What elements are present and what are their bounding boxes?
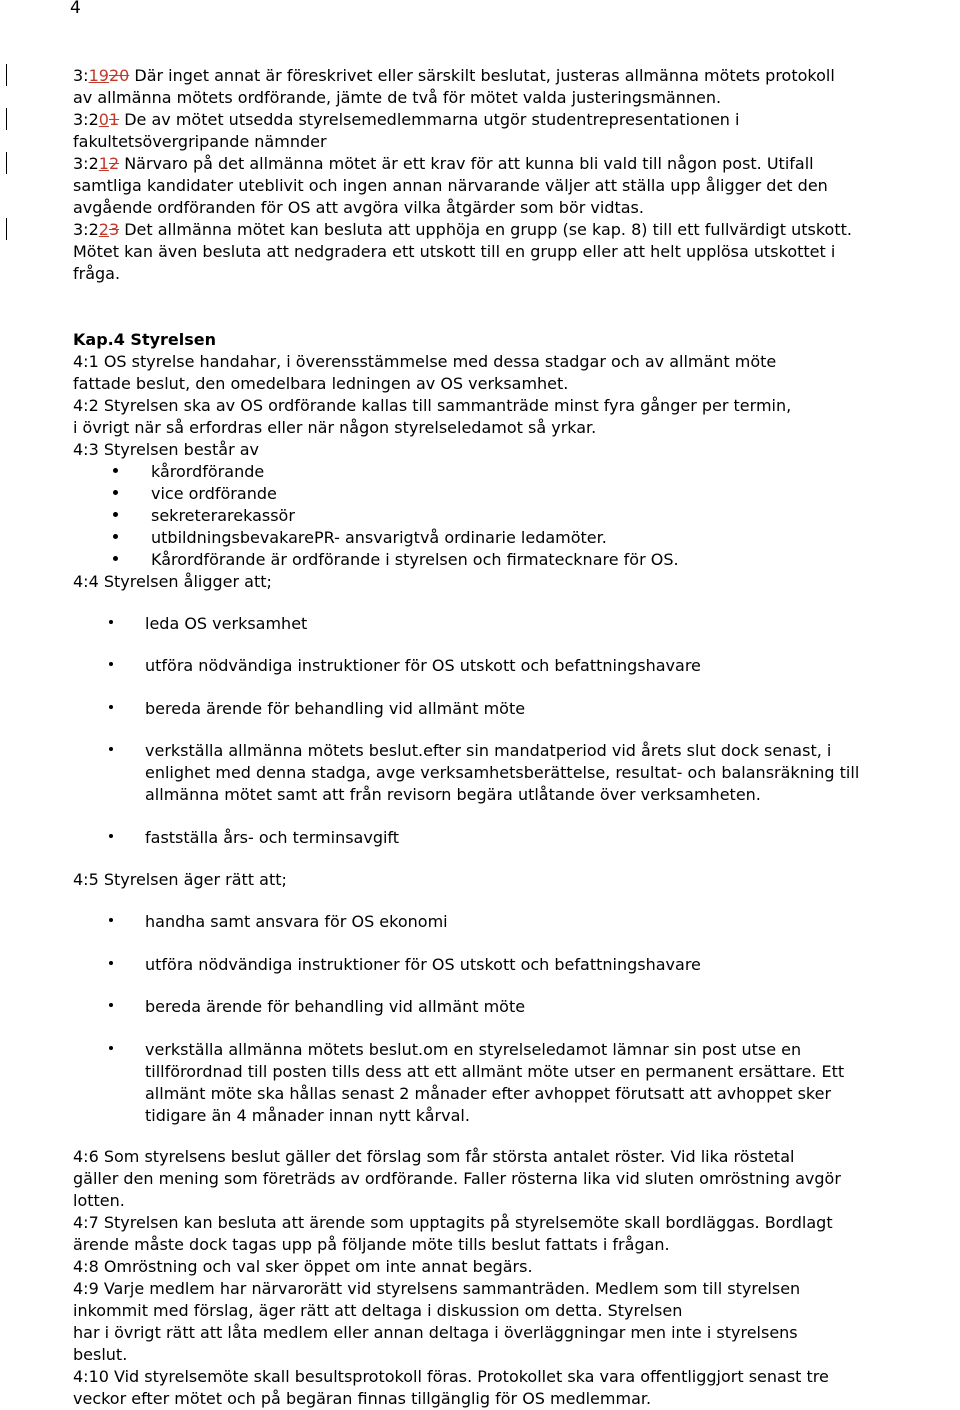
paragraph-4-9-cont: inkommit med förslag, äger rätt att deltaga i diskussion om detta. Styrelsen [73, 1301, 683, 1320]
paragraph-3-21-cont1: samtliga kandidater uteblivit och ingen annan närvarande väljer att ställa upp åligger det den [73, 176, 828, 195]
bullet-icon [109, 1003, 113, 1007]
list-item: bereda ärende för behandling vid allmänt möte [145, 699, 526, 718]
bullet-icon [109, 961, 113, 965]
list-item-cont: allmänna mötet samt att från revisorn begära utlåtande över verksamheten. [145, 785, 761, 804]
paragraph-3-19: 3:1920 Där inget annat är föreskrivet eller särskilt beslutat, justeras allmänna mötets protokoll [73, 66, 835, 85]
paragraph-3-20: 3:201 De av mötet utsedda styrelsemedlemmarna utgör studentrepresentationen i [73, 110, 740, 129]
change-bar [6, 108, 7, 130]
bullet-icon [109, 620, 113, 624]
list-item: handha samt ansvara för OS ekonomi [145, 912, 448, 931]
paragraph-4-9-cont: har i övrigt rätt att låta medlem eller annan deltaga i överläggningar men inte i styrelsens [73, 1323, 798, 1342]
bullet-icon [109, 747, 113, 751]
list-item: sekreterarekassör [151, 506, 295, 525]
paragraph-3-22-cont2: fråga. [73, 264, 121, 283]
paragraph-4-5: 4:5 Styrelsen äger rätt att; [73, 870, 287, 889]
list-item-cont: enlighet med denna stadga, avge verksamhetsberättelse, resultat- och balansräkning till [145, 763, 860, 782]
paragraph-4-7: 4:7 Styrelsen kan besluta att ärende som upptagits på styrelsemöte skall bordläggas. Bordlagt [73, 1213, 833, 1232]
paragraph-3-20-cont: fakultetsövergripande nämnder [73, 132, 327, 151]
paragraph-4-3: 4:3 Styrelsen består av [73, 440, 260, 459]
change-bar [6, 152, 7, 174]
list-item: leda OS verksamhet [145, 614, 308, 633]
deleted-text: 2 [108, 154, 120, 173]
paragraph-4-10-cont: veckor efter mötet och på begäran finnas tillgänglig för OS medlemmar. [73, 1389, 652, 1408]
list-item: utföra nödvändiga instruktioner för OS utskott och befattningshavare [145, 955, 701, 974]
paragraph-4-10: 4:10 Vid styrelsemöte skall besultsprotokoll föras. Protokollet ska vara offentliggjort senast tre [73, 1367, 829, 1386]
paragraph-4-2-cont: i övrigt när så erfordras eller när någon styrelseledamot så yrkar. [73, 418, 597, 437]
bullet-icon [113, 512, 118, 517]
list-item-cont: tidigare än 4 månader innan nytt kårval. [145, 1106, 470, 1125]
paragraph-4-1-cont: fattade beslut, den omedelbara ledningen av OS verksamhet. [73, 374, 569, 393]
paragraph-3-19-cont: av allmänna mötets ordförande, jämte de två för mötet valda justeringsmännen. [73, 88, 722, 107]
inserted-text: 0 [98, 110, 109, 129]
paragraph-4-9: 4:9 Varje medlem har närvarorätt vid styrelsens sammanträden. Medlem som till styrelsen [73, 1279, 801, 1298]
list-item: verkställa allmänna mötets beslut.om en styrelseledamot lämnar sin post utse en [145, 1040, 802, 1059]
bullet-icon [113, 490, 118, 495]
inserted-text: 1 [98, 154, 109, 173]
bullet-icon [113, 556, 118, 561]
list-item-cont: allmänt möte ska hållas senast 2 månader efter avhoppet förutsatt att avhoppet sker [145, 1084, 832, 1103]
paragraph-3-22-cont1: Mötet kan även besluta att nedgradera ett utskott till en grupp eller att helt upplösa utskottet i [73, 242, 836, 261]
paragraph-4-6: 4:6 Som styrelsens beslut gäller det förslag som får största antalet röster. Vid lika röstetal [73, 1147, 795, 1166]
bullet-icon [109, 918, 113, 922]
paragraph-4-2: 4:2 Styrelsen ska av OS ordförande kallas till sammanträde minst fyra gånger per termin, [73, 396, 792, 415]
bullet-icon [109, 705, 113, 709]
page-number: 4 [70, 0, 81, 18]
paragraph-4-9-cont: beslut. [73, 1345, 128, 1364]
bullet-icon [109, 1046, 113, 1050]
paragraph-4-4: 4:4 Styrelsen åligger att; [73, 572, 272, 591]
list-item: bereda ärende för behandling vid allmänt möte [145, 997, 526, 1016]
paragraph-4-8: 4:8 Omröstning och val sker öppet om inte annat begärs. [73, 1257, 533, 1276]
deleted-text: 20 [108, 66, 130, 85]
list-item-cont: tillförordnad till posten tills dess att ett allmänt möte utser en permanent ersättare. Ett [145, 1062, 845, 1081]
paragraph-3-21: 3:212 Närvaro på det allmänna mötet är ett krav för att kunna bli vald till någon post. Utifall [73, 154, 814, 173]
list-item: utbildningsbevakarePR- ansvarigtvå ordinarie ledamöter. [151, 528, 607, 547]
list-item: kårordförande [151, 462, 265, 481]
change-bar [6, 64, 7, 86]
paragraph-4-6-cont: gäller den mening som företräds av ordförande. Faller rösterna lika vid sluten omröstning avgör [73, 1169, 841, 1188]
paragraph-4-1: 4:1 OS styrelse handahar, i överensstämmelse med dessa stadgar och av allmänt möte [73, 352, 777, 371]
deleted-text: 3 [108, 220, 120, 239]
chapter-heading: Kap.4 Styrelsen [73, 330, 217, 349]
list-item: fastställa års- och terminsavgift [145, 828, 400, 847]
bullet-icon [113, 468, 118, 473]
deleted-text: 1 [108, 110, 120, 129]
paragraph-3-21-cont2: avgående ordföranden för OS att avgöra vilka åtgärder som bör vidtas. [73, 198, 644, 217]
list-item: vice ordförande [151, 484, 277, 503]
inserted-text: 19 [88, 66, 109, 85]
inserted-text: 2 [98, 220, 109, 239]
paragraph-4-6-cont: lotten. [73, 1191, 125, 1210]
list-item: Kårordförande är ordförande i styrelsen och firmatecknare för OS. [151, 550, 679, 569]
paragraph-3-22: 3:223 Det allmänna mötet kan besluta att upphöja en grupp (se kap. 8) till ett fullvärdigt utskott. [73, 220, 852, 239]
bullet-icon [113, 534, 118, 539]
list-item: verkställa allmänna mötets beslut.efter sin mandatperiod vid årets slut dock senast, i [145, 741, 832, 760]
list-item: utföra nödvändiga instruktioner för OS utskott och befattningshavare [145, 656, 701, 675]
paragraph-4-7-cont: ärende måste dock tagas upp på följande möte tills beslut fattats i frågan. [73, 1235, 670, 1254]
change-bar [6, 218, 7, 240]
bullet-icon [109, 834, 113, 838]
bullet-icon [109, 662, 113, 666]
